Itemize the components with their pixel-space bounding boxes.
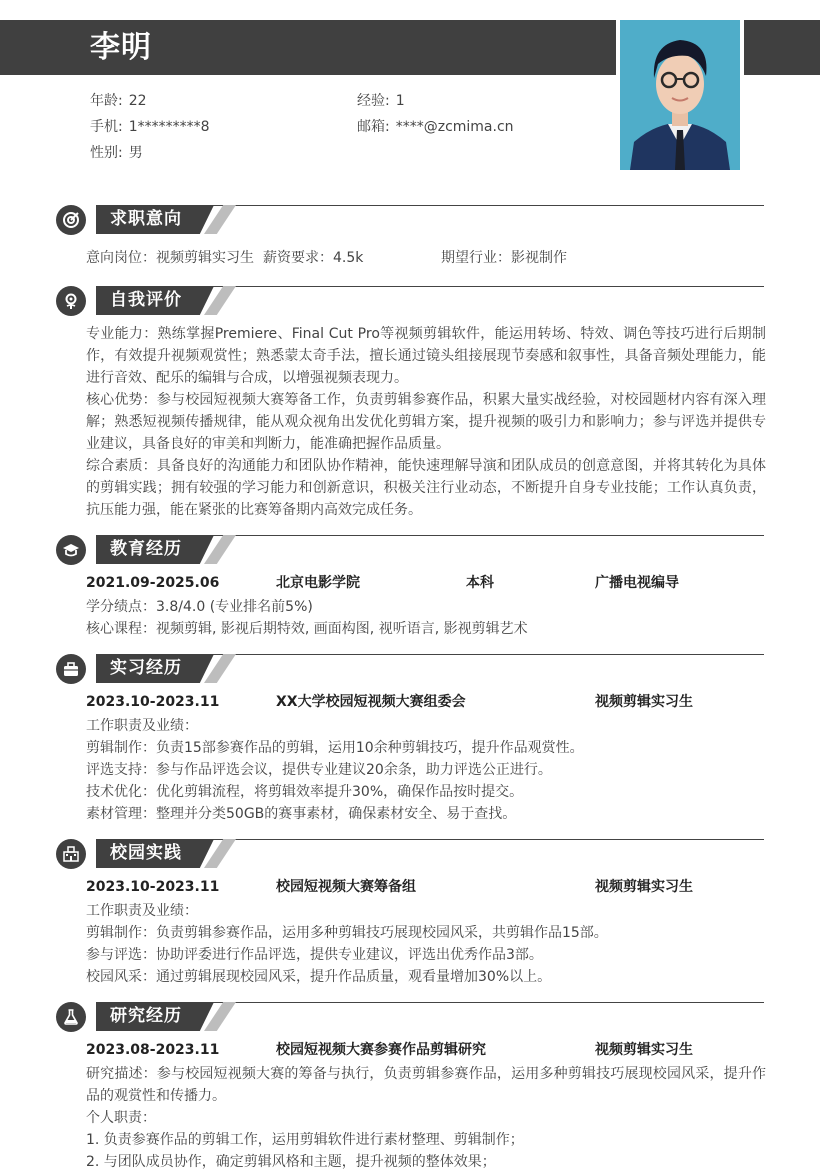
detail-line: 校园风采：通过剪辑展现校园风采，提升作品质量，观看量增加30%以上。 bbox=[86, 969, 552, 985]
campus-header-row bbox=[86, 876, 766, 898]
detail-line: 技术优化：优化剪辑流程，将剪辑效率提升30%，确保作品按时提交。 bbox=[86, 784, 524, 800]
education-degree: 本科 bbox=[466, 575, 494, 591]
internship-org: XX大学校园短视频大赛组委会 bbox=[276, 694, 466, 710]
internship-header-row bbox=[86, 691, 766, 713]
detail-line: 2. 与团队成员协作，确定剪辑风格和主题，提升视频的整体效果； bbox=[86, 1154, 496, 1170]
intent-salary: 薪资要求：4.5k bbox=[263, 250, 364, 266]
education-courses: 核心课程：视频剪辑, 影视后期特效, 画面构图, 视听语言, 影视剪辑艺术 bbox=[86, 621, 528, 637]
section-title: 求职意向 bbox=[110, 209, 182, 229]
section-title: 教育经历 bbox=[110, 539, 182, 559]
section-title: 自我评价 bbox=[110, 290, 182, 310]
detail-line: 剪辑制作：负责剪辑参赛作品，运用多种剪辑技巧展现校园风采，共剪辑作品15部。 bbox=[86, 925, 608, 941]
campus-period: 2023.10-2023.11 bbox=[86, 879, 220, 895]
intent-industry: 期望行业：影视制作 bbox=[441, 250, 567, 266]
detail-line: 个人职责： bbox=[86, 1110, 156, 1126]
experience-field: 经验: 1 bbox=[357, 93, 405, 109]
detail-line: 工作职责及业绩： bbox=[86, 718, 198, 734]
internship-role: 视频剪辑实习生 bbox=[595, 694, 693, 710]
education-school: 北京电影学院 bbox=[276, 575, 360, 591]
campus-role: 视频剪辑实习生 bbox=[595, 879, 693, 895]
research-project: 校园短视频大赛参赛作品剪辑研究 bbox=[276, 1042, 486, 1058]
section-title-bar bbox=[96, 205, 236, 234]
education-gpa: 学分绩点：3.8/4.0 (专业排名前5%) bbox=[86, 599, 313, 615]
header-bar-right bbox=[744, 20, 820, 75]
age-field: 年龄: 22 bbox=[90, 93, 147, 109]
section-title-bar bbox=[96, 286, 236, 315]
self-eval-paragraph: 综合素质：具备良好的沟通能力和团队协作精神，能快速理解导演和团队成员的创意意图，并将其转化为具体的剪辑实践；拥有较强的学习能力和创新意识，积极关注行业动态，不断提升自身专业技能；工作认真负责，抗压能力强，能在紧张的比赛筹备期内高效完成任务。 bbox=[86, 458, 766, 518]
section-title: 实习经历 bbox=[110, 658, 182, 678]
phone-field: 手机: 1*********8 bbox=[90, 119, 210, 135]
research-header-row bbox=[86, 1039, 766, 1061]
research-role: 视频剪辑实习生 bbox=[595, 1042, 693, 1058]
building-icon bbox=[56, 839, 86, 869]
gender-field: 性别: 男 bbox=[90, 145, 143, 161]
research-details bbox=[86, 1063, 766, 1173]
section-title-bar bbox=[96, 839, 236, 868]
education-details bbox=[86, 596, 766, 640]
internship-period: 2023.10-2023.11 bbox=[86, 694, 220, 710]
detail-line: 评选支持：参与作品评选会议，提供专业建议20余条，助力评选公正进行。 bbox=[86, 762, 552, 778]
self-evaluation-text bbox=[86, 323, 766, 521]
internship-details bbox=[86, 715, 766, 825]
target-icon bbox=[56, 205, 86, 235]
profile-photo bbox=[620, 20, 740, 170]
research-description: 研究描述：参与校园短视频大赛的筹备与执行，负责剪辑参赛作品，运用多种剪辑技巧展现校园风采，提升作品的观赏性和传播力。 bbox=[86, 1066, 766, 1104]
intent-row bbox=[86, 247, 766, 269]
flower-icon bbox=[56, 286, 86, 316]
section-title: 校园实践 bbox=[110, 843, 182, 863]
email-field: 邮箱: ****@zcmima.cn bbox=[357, 119, 514, 135]
education-period: 2021.09-2025.06 bbox=[86, 575, 220, 591]
section-title-bar bbox=[96, 535, 236, 564]
candidate-name: 李明 bbox=[90, 30, 152, 65]
graduation-cap-icon bbox=[56, 535, 86, 565]
briefcase-icon bbox=[56, 654, 86, 684]
section-title-bar bbox=[96, 654, 236, 683]
self-eval-paragraph: 核心优势：参与校园短视频大赛筹备工作，负责剪辑参赛作品，积累大量实战经验，对校园题材内容有深入理解；熟悉短视频传播规律，能从观众视角出发优化剪辑方案，提升视频的吸引力和影响力；参与评选并提供专业建议，具备良好的审美和判断力，能准确把握作品质量。 bbox=[86, 392, 766, 452]
self-eval-paragraph: 专业能力：熟练掌握Premiere、Final Cut Pro等视频剪辑软件，能运用转场、特效、调色等技巧进行后期制作，有效提升视频观赏性；熟悉蒙太奇手法，擅长通过镜头组接展现节奏感和叙事性，具备音频处理能力，能进行音效、配乐的编辑与合成，以增强视频表现力。 bbox=[86, 326, 766, 386]
section-title: 研究经历 bbox=[110, 1006, 182, 1026]
detail-line: 素材管理：整理并分类50GB的赛事素材，确保素材安全、易于查找。 bbox=[86, 806, 517, 822]
research-period: 2023.08-2023.11 bbox=[86, 1042, 220, 1058]
detail-line: 参与评选：协助评委进行作品评选，提供专业建议，评选出优秀作品3部。 bbox=[86, 947, 543, 963]
intent-position: 意向岗位：视频剪辑实习生 bbox=[86, 250, 254, 266]
education-major: 广播电视编导 bbox=[595, 575, 679, 591]
section-title-bar bbox=[96, 1002, 236, 1031]
campus-org: 校园短视频大赛筹备组 bbox=[276, 879, 416, 895]
flask-icon bbox=[56, 1002, 86, 1032]
education-header-row bbox=[86, 572, 766, 594]
campus-details bbox=[86, 900, 766, 988]
portrait-image bbox=[620, 20, 740, 170]
detail-line: 剪辑制作：负责15部参赛作品的剪辑，运用10余种剪辑技巧，提升作品观赏性。 bbox=[86, 740, 584, 756]
detail-line: 1. 负责参赛作品的剪辑工作，运用剪辑软件进行素材整理、剪辑制作； bbox=[86, 1132, 524, 1148]
detail-line: 工作职责及业绩： bbox=[86, 903, 198, 919]
